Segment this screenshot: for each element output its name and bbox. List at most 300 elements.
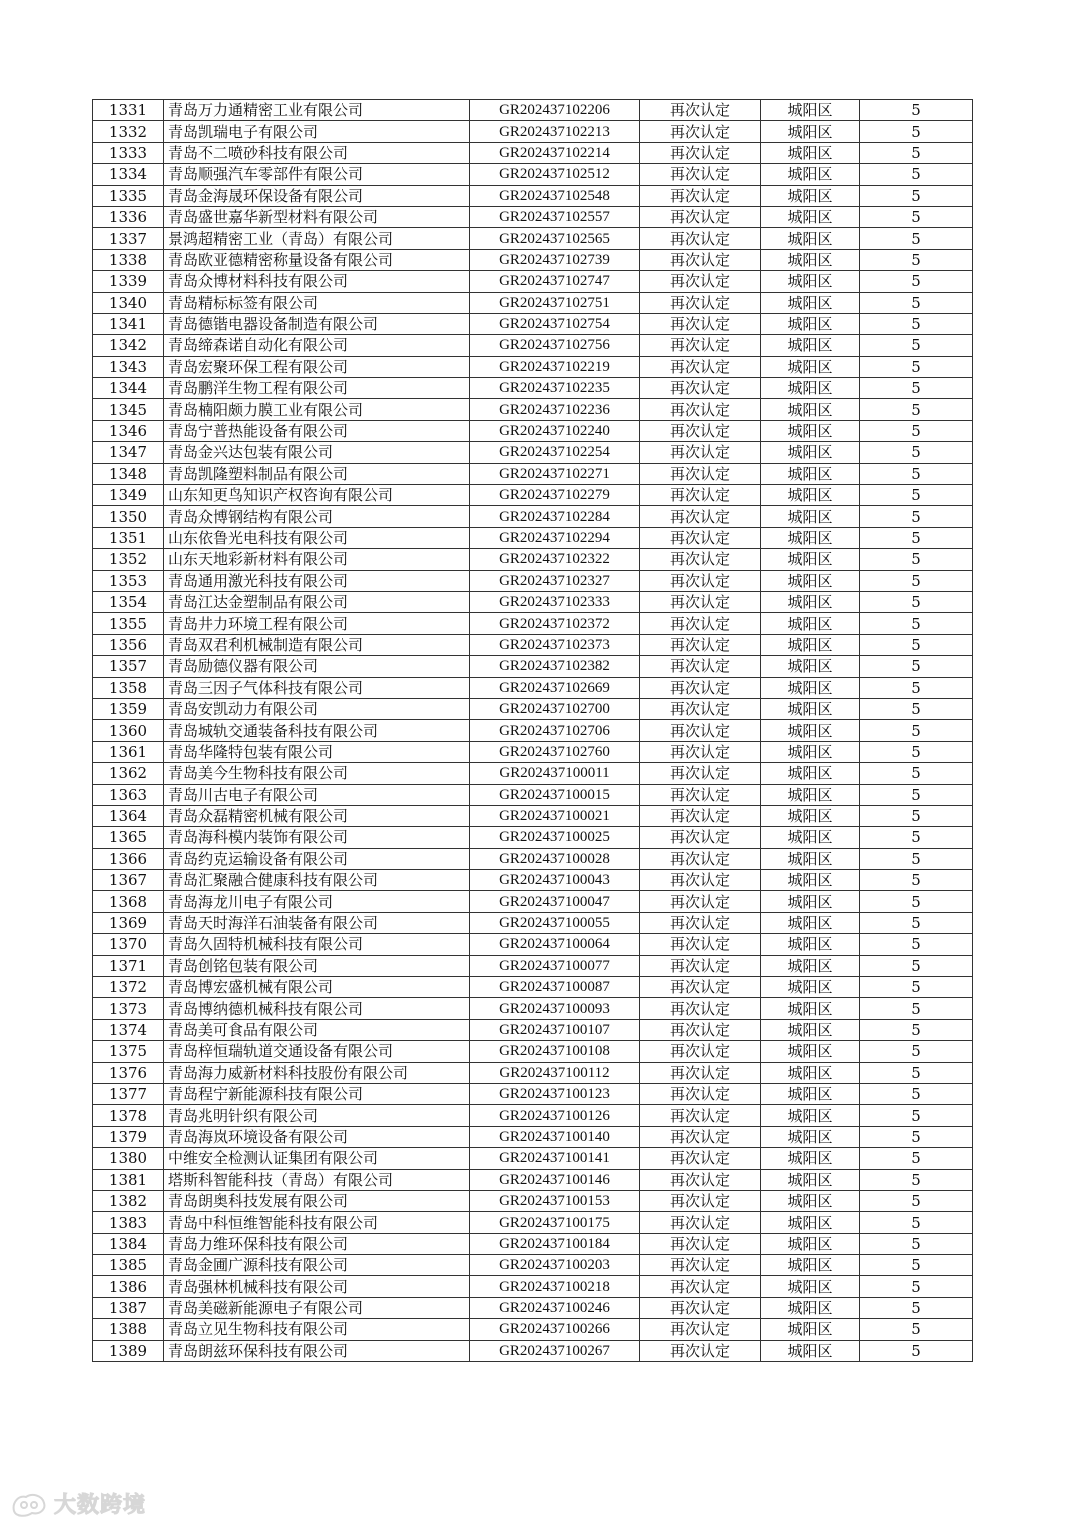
seq-cell: 1368 — [93, 891, 164, 912]
certification-type-cell: 再次认定 — [640, 998, 761, 1019]
seq-cell: 1354 — [93, 591, 164, 612]
table-row — [93, 1148, 973, 1169]
batch-cell: 5 — [860, 527, 973, 548]
district-cell: 城阳区 — [761, 656, 860, 677]
batch-cell: 5 — [860, 720, 973, 741]
certificate-code-cell: GR202437100267 — [470, 1340, 640, 1361]
seq-cell: 1372 — [93, 977, 164, 998]
seq-cell: 1365 — [93, 827, 164, 848]
certification-type-cell: 再次认定 — [640, 634, 761, 655]
company-name-cell: 青岛约克运输设备有限公司 — [164, 848, 470, 869]
certification-type-cell: 再次认定 — [640, 934, 761, 955]
district-cell: 城阳区 — [761, 399, 860, 420]
certification-type-cell: 再次认定 — [640, 271, 761, 292]
seq-cell: 1379 — [93, 1126, 164, 1147]
company-name-cell: 青岛欧亚德精密称量设备有限公司 — [164, 249, 470, 270]
table-row — [93, 378, 973, 399]
company-name-cell: 青岛宏聚环保工程有限公司 — [164, 356, 470, 377]
table-row — [93, 549, 973, 570]
table-row — [93, 827, 973, 848]
company-name-cell: 青岛强林机械科技有限公司 — [164, 1276, 470, 1297]
company-name-cell: 塔斯科智能科技（青岛）有限公司 — [164, 1169, 470, 1190]
batch-cell: 5 — [860, 249, 973, 270]
watermark — [10, 1488, 146, 1519]
table-row — [93, 784, 973, 805]
certification-type-cell: 再次认定 — [640, 228, 761, 249]
seq-cell: 1367 — [93, 870, 164, 891]
seq-cell: 1385 — [93, 1255, 164, 1276]
company-name-cell: 青岛立见生物科技有限公司 — [164, 1319, 470, 1340]
seq-cell: 1345 — [93, 399, 164, 420]
seq-cell: 1334 — [93, 164, 164, 185]
table-row — [93, 249, 973, 270]
batch-cell: 5 — [860, 1212, 973, 1233]
batch-cell: 5 — [860, 1019, 973, 1040]
district-cell: 城阳区 — [761, 1169, 860, 1190]
table-row — [93, 977, 973, 998]
certification-type-cell: 再次认定 — [640, 955, 761, 976]
certificate-code-cell: GR202437102669 — [470, 677, 640, 698]
batch-cell: 5 — [860, 442, 973, 463]
table-row — [93, 442, 973, 463]
district-cell: 城阳区 — [761, 100, 860, 121]
table-row — [93, 1276, 973, 1297]
batch-cell: 5 — [860, 741, 973, 762]
certification-type-cell: 再次认定 — [640, 891, 761, 912]
company-name-cell: 青岛金海晟环保设备有限公司 — [164, 185, 470, 206]
company-name-cell: 青岛凯瑞电子有限公司 — [164, 121, 470, 142]
company-name-cell: 山东天地彩新材料有限公司 — [164, 549, 470, 570]
certificate-code-cell: GR202437102271 — [470, 463, 640, 484]
certification-type-cell: 再次认定 — [640, 912, 761, 933]
company-name-cell: 青岛海科模内装饰有限公司 — [164, 827, 470, 848]
certification-type-cell: 再次认定 — [640, 848, 761, 869]
certificate-code-cell: GR202437102565 — [470, 228, 640, 249]
certificate-code-cell: GR202437100266 — [470, 1319, 640, 1340]
table-row — [93, 1126, 973, 1147]
certification-type-cell: 再次认定 — [640, 698, 761, 719]
district-cell: 城阳区 — [761, 378, 860, 399]
batch-cell: 5 — [860, 934, 973, 955]
certificate-code-cell: GR202437102747 — [470, 271, 640, 292]
seq-cell: 1359 — [93, 698, 164, 719]
batch-cell: 5 — [860, 591, 973, 612]
certification-type-cell: 再次认定 — [640, 870, 761, 891]
batch-cell: 5 — [860, 763, 973, 784]
batch-cell: 5 — [860, 1297, 973, 1318]
table-row — [93, 335, 973, 356]
certification-type-cell: 再次认定 — [640, 656, 761, 677]
table-row — [93, 570, 973, 591]
table-row — [93, 1255, 973, 1276]
district-cell: 城阳区 — [761, 1255, 860, 1276]
seq-cell: 1348 — [93, 463, 164, 484]
seq-cell: 1332 — [93, 121, 164, 142]
table-row — [93, 912, 973, 933]
batch-cell: 5 — [860, 870, 973, 891]
seq-cell: 1343 — [93, 356, 164, 377]
batch-cell: 5 — [860, 677, 973, 698]
district-cell: 城阳区 — [761, 720, 860, 741]
seq-cell: 1383 — [93, 1212, 164, 1233]
company-name-cell: 青岛楠阳颇力膜工业有限公司 — [164, 399, 470, 420]
company-name-cell: 青岛朗奥科技发展有限公司 — [164, 1190, 470, 1211]
certification-type-cell: 再次认定 — [640, 249, 761, 270]
seq-cell: 1351 — [93, 527, 164, 548]
certificate-code-cell: GR202437102279 — [470, 485, 640, 506]
seq-cell: 1338 — [93, 249, 164, 270]
table-row — [93, 1212, 973, 1233]
company-name-cell: 青岛安凯动力有限公司 — [164, 698, 470, 719]
company-name-cell: 青岛汇聚融合健康科技有限公司 — [164, 870, 470, 891]
batch-cell: 5 — [860, 805, 973, 826]
batch-cell: 5 — [860, 1126, 973, 1147]
table-row — [93, 228, 973, 249]
certification-type-cell: 再次认定 — [640, 613, 761, 634]
table-row — [93, 720, 973, 741]
certificate-code-cell: GR202437102333 — [470, 591, 640, 612]
certification-type-cell: 再次认定 — [640, 185, 761, 206]
seq-cell: 1382 — [93, 1190, 164, 1211]
certificate-code-cell: GR202437102751 — [470, 292, 640, 313]
batch-cell: 5 — [860, 1062, 973, 1083]
company-name-cell: 青岛天时海洋石油装备有限公司 — [164, 912, 470, 933]
seq-cell: 1376 — [93, 1062, 164, 1083]
certification-type-cell: 再次认定 — [640, 1062, 761, 1083]
batch-cell: 5 — [860, 1255, 973, 1276]
seq-cell: 1362 — [93, 763, 164, 784]
company-name-cell: 青岛博宏盛机械有限公司 — [164, 977, 470, 998]
batch-cell: 5 — [860, 1340, 973, 1361]
batch-cell: 5 — [860, 164, 973, 185]
seq-cell: 1361 — [93, 741, 164, 762]
company-name-cell: 青岛海龙川电子有限公司 — [164, 891, 470, 912]
certificate-code-cell: GR202437100093 — [470, 998, 640, 1019]
table-row — [93, 591, 973, 612]
certificate-code-cell: GR202437100047 — [470, 891, 640, 912]
certificate-code-cell: GR202437100123 — [470, 1083, 640, 1104]
company-name-cell: 青岛众博钢结构有限公司 — [164, 506, 470, 527]
table-row — [93, 1083, 973, 1104]
table-row — [93, 164, 973, 185]
certification-type-cell: 再次认定 — [640, 1041, 761, 1062]
certification-type-cell: 再次认定 — [640, 506, 761, 527]
company-name-cell: 青岛金圃广源科技有限公司 — [164, 1255, 470, 1276]
district-cell: 城阳区 — [761, 442, 860, 463]
company-name-cell: 青岛海岚环境设备有限公司 — [164, 1126, 470, 1147]
certificate-code-cell: GR202437100107 — [470, 1019, 640, 1040]
district-cell: 城阳区 — [761, 934, 860, 955]
batch-cell: 5 — [860, 1233, 973, 1254]
seq-cell: 1337 — [93, 228, 164, 249]
batch-cell: 5 — [860, 463, 973, 484]
district-cell: 城阳区 — [761, 955, 860, 976]
certification-type-cell: 再次认定 — [640, 100, 761, 121]
batch-cell: 5 — [860, 613, 973, 634]
certificate-code-cell: GR202437102235 — [470, 378, 640, 399]
certification-type-cell: 再次认定 — [640, 206, 761, 227]
seq-cell: 1347 — [93, 442, 164, 463]
district-cell: 城阳区 — [761, 1340, 860, 1361]
batch-cell: 5 — [860, 827, 973, 848]
certificate-code-cell: GR202437102700 — [470, 698, 640, 719]
seq-cell: 1370 — [93, 934, 164, 955]
seq-cell: 1380 — [93, 1148, 164, 1169]
company-name-cell: 青岛众磊精密机械有限公司 — [164, 805, 470, 826]
certification-type-cell: 再次认定 — [640, 977, 761, 998]
certificate-code-cell: GR202437100064 — [470, 934, 640, 955]
table-row — [93, 763, 973, 784]
certificate-code-cell: GR202437102206 — [470, 100, 640, 121]
table-row — [93, 142, 973, 163]
table-row — [93, 1297, 973, 1318]
certification-type-cell: 再次认定 — [640, 1212, 761, 1233]
district-cell: 城阳区 — [761, 870, 860, 891]
district-cell: 城阳区 — [761, 784, 860, 805]
table-row — [93, 527, 973, 548]
company-name-cell: 青岛川古电子有限公司 — [164, 784, 470, 805]
table-row — [93, 100, 973, 121]
certificate-code-cell: GR202437102236 — [470, 399, 640, 420]
company-name-cell: 青岛美磁新能源电子有限公司 — [164, 1297, 470, 1318]
certificate-code-cell: GR202437102382 — [470, 656, 640, 677]
seq-cell: 1371 — [93, 955, 164, 976]
table-row — [93, 848, 973, 869]
seq-cell: 1369 — [93, 912, 164, 933]
district-cell: 城阳区 — [761, 506, 860, 527]
certificate-code-cell: GR202437102706 — [470, 720, 640, 741]
district-cell: 城阳区 — [761, 698, 860, 719]
table-row — [93, 891, 973, 912]
batch-cell: 5 — [860, 784, 973, 805]
company-name-cell: 青岛程宁新能源科技有限公司 — [164, 1083, 470, 1104]
certification-type-cell: 再次认定 — [640, 805, 761, 826]
batch-cell: 5 — [860, 313, 973, 334]
batch-cell: 5 — [860, 506, 973, 527]
district-cell: 城阳区 — [761, 763, 860, 784]
table-row — [93, 206, 973, 227]
batch-cell: 5 — [860, 378, 973, 399]
company-name-cell: 青岛缔森诺自动化有限公司 — [164, 335, 470, 356]
certificate-code-cell: GR202437100112 — [470, 1062, 640, 1083]
batch-cell: 5 — [860, 356, 973, 377]
district-cell: 城阳区 — [761, 912, 860, 933]
certificate-code-cell: GR202437100011 — [470, 763, 640, 784]
company-name-cell: 青岛城轨交通装备科技有限公司 — [164, 720, 470, 741]
certification-type-cell: 再次认定 — [640, 1083, 761, 1104]
batch-cell: 5 — [860, 891, 973, 912]
company-name-cell: 青岛江达金塑制品有限公司 — [164, 591, 470, 612]
seq-cell: 1333 — [93, 142, 164, 163]
district-cell: 城阳区 — [761, 356, 860, 377]
certificate-code-cell: GR202437100146 — [470, 1169, 640, 1190]
seq-cell: 1360 — [93, 720, 164, 741]
seq-cell: 1341 — [93, 313, 164, 334]
company-name-cell: 青岛美可食品有限公司 — [164, 1019, 470, 1040]
table-row — [93, 955, 973, 976]
certificate-code-cell: GR202437102557 — [470, 206, 640, 227]
table-row — [93, 121, 973, 142]
batch-cell: 5 — [860, 698, 973, 719]
table-row — [93, 506, 973, 527]
district-cell: 城阳区 — [761, 998, 860, 1019]
table-row — [93, 420, 973, 441]
table-row — [93, 1062, 973, 1083]
batch-cell: 5 — [860, 656, 973, 677]
batch-cell: 5 — [860, 228, 973, 249]
certificate-code-cell: GR202437102214 — [470, 142, 640, 163]
batch-cell: 5 — [860, 998, 973, 1019]
district-cell: 城阳区 — [761, 292, 860, 313]
batch-cell: 5 — [860, 570, 973, 591]
table-row — [93, 1190, 973, 1211]
certificate-code-cell: GR202437100015 — [470, 784, 640, 805]
table-row — [93, 356, 973, 377]
company-name-cell: 青岛兆明针织有限公司 — [164, 1105, 470, 1126]
company-name-cell: 景鸿超精密工业（青岛）有限公司 — [164, 228, 470, 249]
table-row — [93, 677, 973, 698]
seq-cell: 1344 — [93, 378, 164, 399]
certificate-code-cell: GR202437102372 — [470, 613, 640, 634]
certificate-code-cell: GR202437100077 — [470, 955, 640, 976]
certification-type-cell: 再次认定 — [640, 292, 761, 313]
district-cell: 城阳区 — [761, 805, 860, 826]
company-name-cell: 青岛双君利机械制造有限公司 — [164, 634, 470, 655]
certificate-code-cell: GR202437102754 — [470, 313, 640, 334]
table-row — [93, 185, 973, 206]
company-name-cell: 青岛金兴达包装有限公司 — [164, 442, 470, 463]
district-cell: 城阳区 — [761, 549, 860, 570]
district-cell: 城阳区 — [761, 1233, 860, 1254]
district-cell: 城阳区 — [761, 164, 860, 185]
certificate-code-cell: GR202437102284 — [470, 506, 640, 527]
certificate-code-cell: GR202437100153 — [470, 1190, 640, 1211]
batch-cell: 5 — [860, 1105, 973, 1126]
batch-cell: 5 — [860, 634, 973, 655]
seq-cell: 1346 — [93, 420, 164, 441]
seq-cell: 1389 — [93, 1340, 164, 1361]
district-cell: 城阳区 — [761, 613, 860, 634]
table-row — [93, 292, 973, 313]
district-cell: 城阳区 — [761, 249, 860, 270]
company-name-cell: 山东依鲁光电科技有限公司 — [164, 527, 470, 548]
district-cell: 城阳区 — [761, 313, 860, 334]
logo-icon — [10, 1491, 48, 1517]
certificate-code-cell: GR202437100108 — [470, 1041, 640, 1062]
district-cell: 城阳区 — [761, 1319, 860, 1340]
seq-cell: 1331 — [93, 100, 164, 121]
table-row — [93, 1105, 973, 1126]
certificate-code-cell: GR202437100246 — [470, 1297, 640, 1318]
company-name-cell: 青岛井力环境工程有限公司 — [164, 613, 470, 634]
table-row — [93, 741, 973, 762]
certification-type-cell: 再次认定 — [640, 784, 761, 805]
seq-cell: 1353 — [93, 570, 164, 591]
seq-cell: 1352 — [93, 549, 164, 570]
district-cell: 城阳区 — [761, 1041, 860, 1062]
certification-type-cell: 再次认定 — [640, 741, 761, 762]
certificate-code-cell: GR202437102213 — [470, 121, 640, 142]
district-cell: 城阳区 — [761, 527, 860, 548]
certification-type-cell: 再次认定 — [640, 164, 761, 185]
table-row — [93, 313, 973, 334]
company-name-cell: 青岛三因子气体科技有限公司 — [164, 677, 470, 698]
certification-type-cell: 再次认定 — [640, 442, 761, 463]
certification-type-cell: 再次认定 — [640, 527, 761, 548]
district-cell: 城阳区 — [761, 741, 860, 762]
table-row — [93, 870, 973, 891]
table-row — [93, 1169, 973, 1190]
company-name-cell: 青岛鹏洋生物工程有限公司 — [164, 378, 470, 399]
district-cell: 城阳区 — [761, 420, 860, 441]
district-cell: 城阳区 — [761, 206, 860, 227]
company-name-cell: 山东知更鸟知识产权咨询有限公司 — [164, 485, 470, 506]
certificate-code-cell: GR202437102240 — [470, 420, 640, 441]
company-name-cell: 青岛久固特机械科技有限公司 — [164, 934, 470, 955]
seq-cell: 1356 — [93, 634, 164, 655]
seq-cell: 1342 — [93, 335, 164, 356]
certificate-code-cell: GR202437100126 — [470, 1105, 640, 1126]
watermark-text: 大数跨境 — [54, 1493, 147, 1518]
certification-type-cell: 再次认定 — [640, 399, 761, 420]
table-row — [93, 934, 973, 955]
district-cell: 城阳区 — [761, 142, 860, 163]
certification-type-cell: 再次认定 — [640, 1019, 761, 1040]
certification-type-cell: 再次认定 — [640, 591, 761, 612]
certificate-code-cell: GR202437100087 — [470, 977, 640, 998]
certification-type-cell: 再次认定 — [640, 335, 761, 356]
batch-cell: 5 — [860, 1319, 973, 1340]
certificate-code-cell: GR202437100025 — [470, 827, 640, 848]
certificate-code-cell: GR202437102254 — [470, 442, 640, 463]
seq-cell: 1335 — [93, 185, 164, 206]
batch-cell: 5 — [860, 420, 973, 441]
company-name-cell: 青岛德锴电器设备制造有限公司 — [164, 313, 470, 334]
certificate-code-cell: GR202437102219 — [470, 356, 640, 377]
seq-cell: 1373 — [93, 998, 164, 1019]
district-cell: 城阳区 — [761, 977, 860, 998]
company-list-table — [92, 99, 973, 1362]
seq-cell: 1388 — [93, 1319, 164, 1340]
certification-type-cell: 再次认定 — [640, 121, 761, 142]
certification-type-cell: 再次认定 — [640, 827, 761, 848]
certification-type-cell: 再次认定 — [640, 420, 761, 441]
certification-type-cell: 再次认定 — [640, 1255, 761, 1276]
table-row — [93, 698, 973, 719]
district-cell: 城阳区 — [761, 228, 860, 249]
company-name-cell: 青岛海力威新材料科技股份有限公司 — [164, 1062, 470, 1083]
certification-type-cell: 再次认定 — [640, 1169, 761, 1190]
table-row — [93, 485, 973, 506]
district-cell: 城阳区 — [761, 1276, 860, 1297]
seq-cell: 1355 — [93, 613, 164, 634]
company-name-cell: 青岛创铭包装有限公司 — [164, 955, 470, 976]
seq-cell: 1377 — [93, 1083, 164, 1104]
company-name-cell: 青岛精标标签有限公司 — [164, 292, 470, 313]
company-name-cell: 青岛朗兹环保科技有限公司 — [164, 1340, 470, 1361]
seq-cell: 1387 — [93, 1297, 164, 1318]
district-cell: 城阳区 — [761, 1297, 860, 1318]
seq-cell: 1375 — [93, 1041, 164, 1062]
batch-cell: 5 — [860, 1041, 973, 1062]
batch-cell: 5 — [860, 292, 973, 313]
certification-type-cell: 再次认定 — [640, 549, 761, 570]
seq-cell: 1340 — [93, 292, 164, 313]
certificate-code-cell: GR202437102756 — [470, 335, 640, 356]
batch-cell: 5 — [860, 848, 973, 869]
certificate-code-cell: GR202437102327 — [470, 570, 640, 591]
company-name-cell: 青岛博纳德机械科技有限公司 — [164, 998, 470, 1019]
